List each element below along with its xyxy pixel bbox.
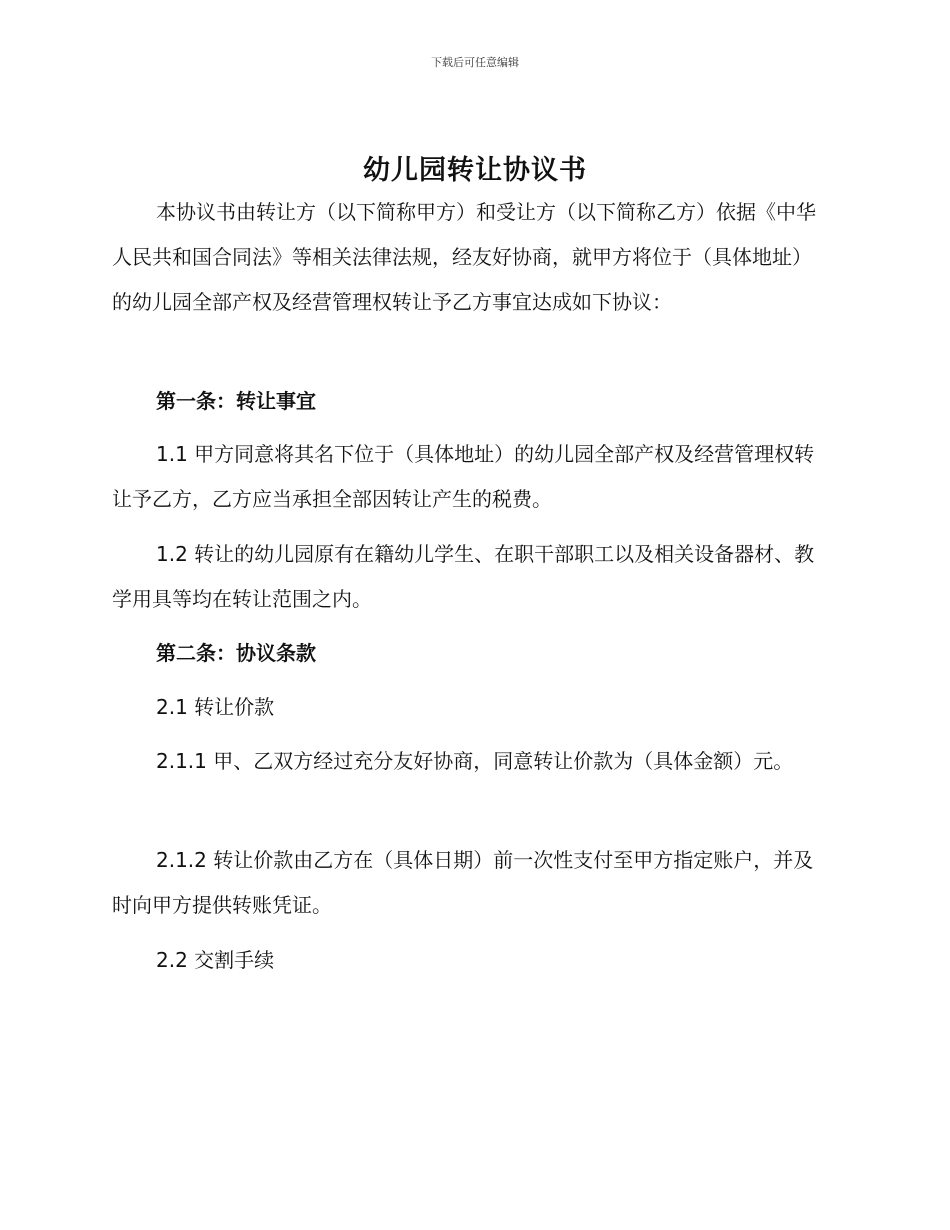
paragraph-2-1-1: 2.1.1 甲、乙双方经过充分友好协商，同意转让价款为（具体金额）元。 bbox=[156, 749, 794, 773]
paragraph-2-2: 2.2 交割手续 bbox=[156, 948, 275, 972]
article-2-heading: 第二条：协议条款 bbox=[156, 641, 316, 665]
paragraph-1-2: 1.2 转让的幼儿园原有在籍幼儿学生、在职干部职工以及相关设备器材、教学用具等均在转让范围之内。 bbox=[112, 542, 815, 611]
paragraph-2-1-2: 2.1.2 转让价款由乙方在（具体日期）前一次性支付至甲方指定账户，并及时向甲方提供转账凭证。 bbox=[112, 848, 814, 917]
document-title: 幼儿园转让协议书 bbox=[363, 155, 587, 186]
intro-paragraph: 本协议书由转让方（以下简称甲方）和受让方（以下简称乙方）依据《中华人民共和国合同法》等相关法律法规，经友好协商，就甲方将位于（具体地址）的幼儿园全部产权及经营管理权转让予乙方事宜达成如下协议： bbox=[112, 200, 816, 314]
paragraph-2-1: 2.1 转让价款 bbox=[156, 695, 275, 719]
article-1-heading: 第一条：转让事宜 bbox=[156, 389, 316, 413]
paragraph-1-1: 1.1 甲方同意将其名下位于（具体地址）的幼儿园全部产权及经营管理权转让予乙方，乙方应当承担全部因转让产生的税费。 bbox=[112, 442, 815, 511]
page-header-note: 下载后可任意编辑 bbox=[431, 56, 519, 69]
